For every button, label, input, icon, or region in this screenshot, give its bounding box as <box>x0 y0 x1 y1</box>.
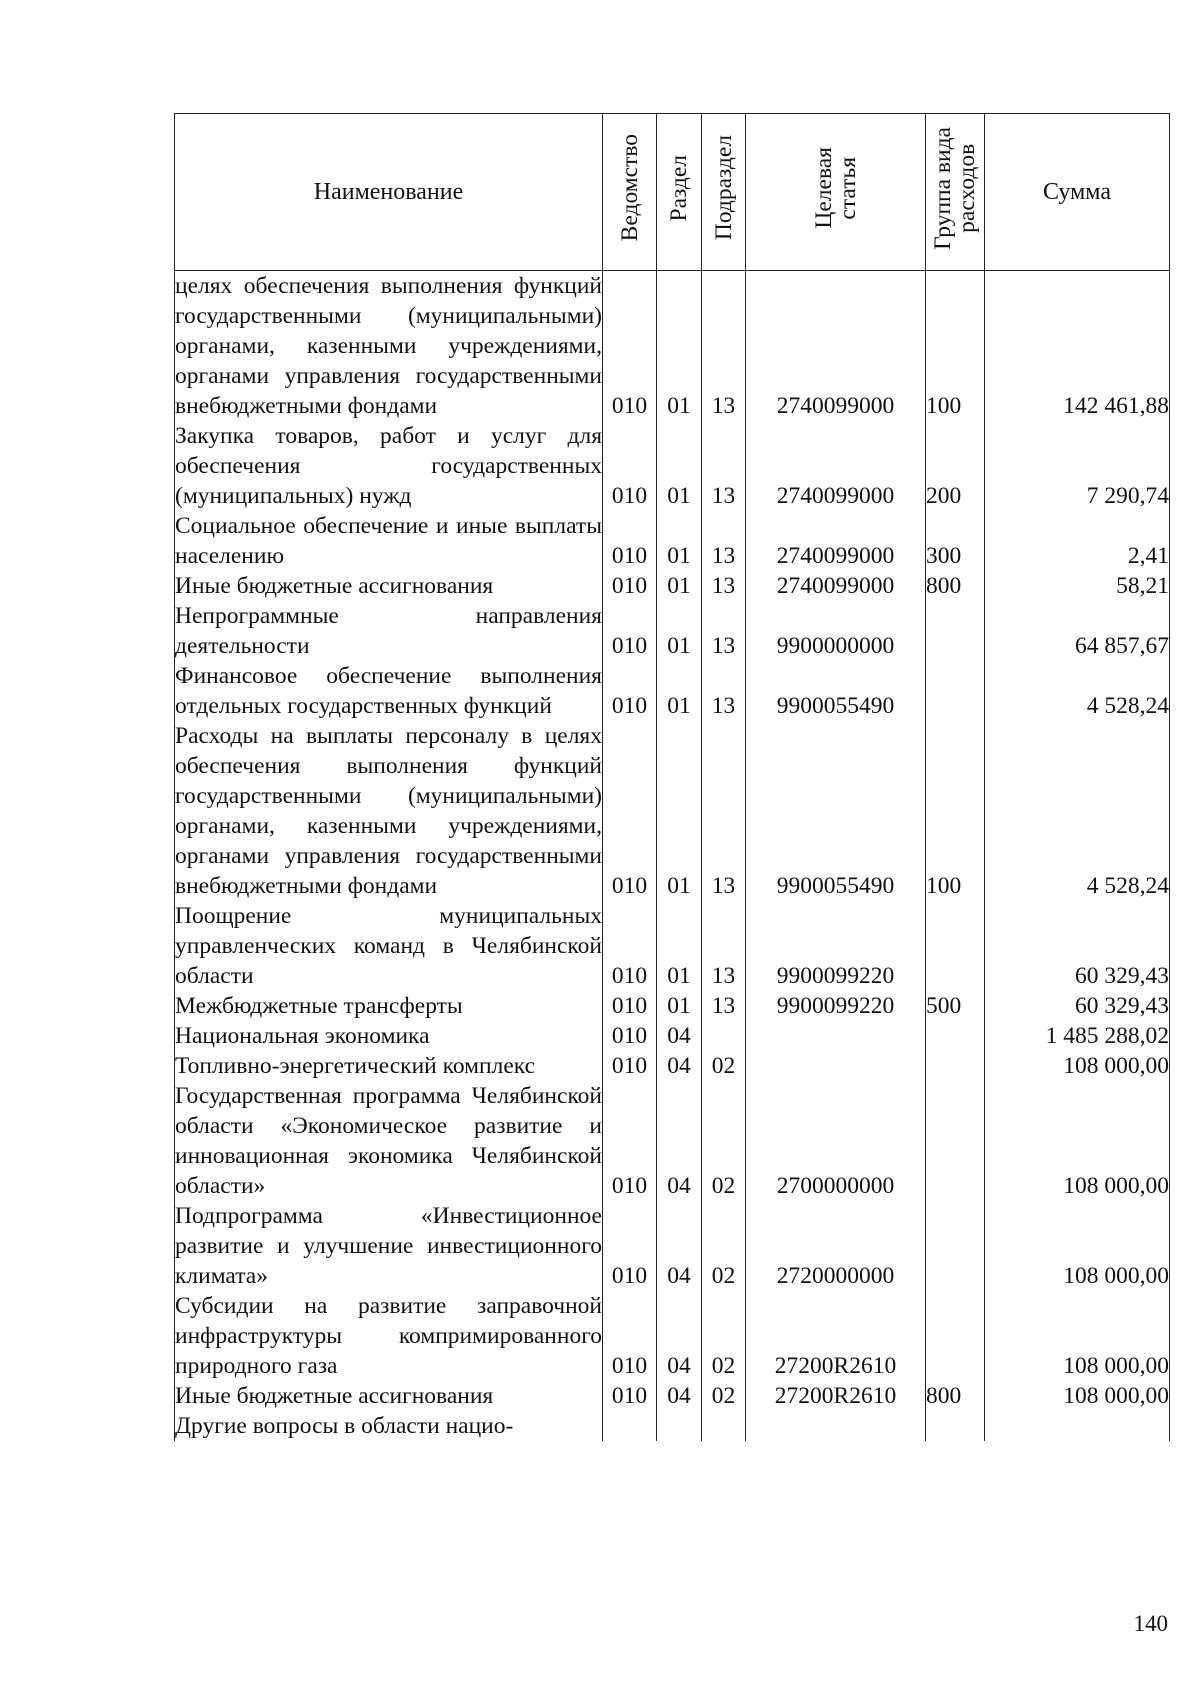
name-cell: Государственная программа Челябинской области «Экономическое развитие и инновационная экономика Челябинской области» <box>175 1083 602 1199</box>
podrazdel-cell: 02 <box>702 1081 746 1201</box>
summa-cell: 108 000,00 <box>985 1381 1170 1411</box>
razdel-cell: 01 <box>657 721 702 901</box>
table-header <box>175 114 1170 271</box>
razdel-cell: 01 <box>657 571 702 601</box>
name-cell: Иные бюджетные ассигнования <box>175 571 603 601</box>
razdel-cell: 04 <box>657 1021 702 1051</box>
gruppa-cell <box>926 1081 985 1201</box>
summa-cell: 7 290,74 <box>985 421 1170 511</box>
summa-cell: 142 461,88 <box>985 271 1170 422</box>
name-cell: Межбюджетные трансферты <box>175 991 603 1021</box>
table-row <box>175 661 1170 721</box>
gruppa-cell: 800 <box>926 1381 985 1411</box>
vedomstvo-cell: 010 <box>603 1081 657 1201</box>
name-cell: Национальная экономика <box>175 1021 603 1051</box>
gruppa-cell <box>926 901 985 991</box>
razdel-cell: 04 <box>657 1201 702 1291</box>
celevaya-statya-cell: 9900000000 <box>746 601 926 661</box>
summa-cell: 4 528,24 <box>985 721 1170 901</box>
summa-cell: 108 000,00 <box>985 1201 1170 1291</box>
razdel-cell: 01 <box>657 511 702 571</box>
summa-cell: 108 000,00 <box>985 1291 1170 1381</box>
name-cell: Поощрение муниципальных управленческих команд в Челябинской области <box>175 903 602 989</box>
table-body <box>175 271 1170 1442</box>
podrazdel-cell: 02 <box>702 1291 746 1381</box>
razdel-cell: 04 <box>657 1051 702 1081</box>
table-row <box>175 1201 1170 1291</box>
vedomstvo-cell: 010 <box>603 991 657 1021</box>
podrazdel-cell: 13 <box>702 571 746 601</box>
table-row <box>175 1411 1170 1441</box>
budget-table <box>174 113 1170 1441</box>
razdel-cell: 01 <box>657 421 702 511</box>
podrazdel-cell: 02 <box>702 1381 746 1411</box>
podrazdel-cell: 13 <box>702 991 746 1021</box>
razdel-cell: 01 <box>657 991 702 1021</box>
podrazdel-cell: 13 <box>702 421 746 511</box>
podrazdel-cell: 02 <box>702 1051 746 1081</box>
celevaya-statya-cell: 2740099000 <box>746 421 926 511</box>
vedomstvo-cell: 010 <box>603 661 657 721</box>
table-row <box>175 1381 1170 1411</box>
vedomstvo-cell: 010 <box>603 511 657 571</box>
celevaya-statya-cell: 9900099220 <box>746 991 926 1021</box>
table-row <box>175 421 1170 511</box>
vedomstvo-cell: 010 <box>603 1291 657 1381</box>
celevaya-statya-cell: 2740099000 <box>746 271 926 422</box>
gruppa-cell <box>926 1021 985 1051</box>
table-row <box>175 1081 1170 1201</box>
name-cell: Другие вопросы в области нацио- <box>175 1411 603 1441</box>
podrazdel-cell: 13 <box>702 511 746 571</box>
summa-cell: 2,41 <box>985 511 1170 571</box>
celevaya-statya-cell: 2720000000 <box>746 1201 926 1291</box>
name-cell: Иные бюджетные ассигнования <box>175 1381 603 1411</box>
vedomstvo-cell <box>603 1411 657 1441</box>
gruppa-cell: 800 <box>926 571 985 601</box>
gruppa-cell: 100 <box>926 721 985 901</box>
podrazdel-cell: 13 <box>702 901 746 991</box>
name-cell: Финансовое обеспечение выполнения отдельных государственных функций <box>175 663 602 719</box>
name-cell: Топливно-энергетический комплекс <box>175 1051 603 1081</box>
summa-cell: 108 000,00 <box>985 1081 1170 1201</box>
celevaya-statya-cell: 2700000000 <box>746 1081 926 1201</box>
header-gruppa-vida-rashodov: Группа вида расходов <box>926 114 985 271</box>
vedomstvo-cell: 010 <box>603 901 657 991</box>
razdel-cell: 04 <box>657 1381 702 1411</box>
summa-cell <box>985 1411 1170 1441</box>
vedomstvo-cell: 010 <box>603 271 657 422</box>
page-number: 140 <box>1133 1611 1168 1636</box>
header-summa: Сумма <box>985 114 1170 271</box>
celevaya-statya-cell: 27200R2610 <box>746 1291 926 1381</box>
name-cell: Социальное обеспечение и иные выплаты населению <box>175 513 602 569</box>
razdel-cell: 04 <box>657 1081 702 1201</box>
gruppa-cell <box>926 1051 985 1081</box>
gruppa-cell: 100 <box>926 271 985 422</box>
vedomstvo-cell: 010 <box>603 1381 657 1411</box>
gruppa-cell: 200 <box>926 421 985 511</box>
celevaya-statya-cell: 9900055490 <box>746 721 926 901</box>
celevaya-statya-cell: 2740099000 <box>746 511 926 571</box>
table-row <box>175 1051 1170 1081</box>
summa-cell: 64 857,67 <box>985 601 1170 661</box>
gruppa-cell <box>926 661 985 721</box>
podrazdel-cell: 02 <box>702 1201 746 1291</box>
header-podrazdel: Подраздел <box>702 114 746 271</box>
razdel-cell: 04 <box>657 1291 702 1381</box>
summa-cell: 4 528,24 <box>985 661 1170 721</box>
summa-cell: 60 329,43 <box>985 901 1170 991</box>
razdel-cell <box>657 1411 702 1441</box>
vedomstvo-cell: 010 <box>603 721 657 901</box>
table-row <box>175 1291 1170 1381</box>
name-cell: Подпрограмма «Инвестиционное развитие и улучшение инвестиционного климата» <box>175 1203 602 1289</box>
podrazdel-cell: 13 <box>702 271 746 422</box>
summa-cell: 60 329,43 <box>985 991 1170 1021</box>
celevaya-statya-cell: 2740099000 <box>746 571 926 601</box>
name-cell: Закупка товаров, работ и услуг для обеспечения государственных (муниципальных) нужд <box>175 423 602 509</box>
header-vedomstvo: Ведомство <box>603 114 657 271</box>
celevaya-statya-cell: 9900055490 <box>746 661 926 721</box>
celevaya-statya-cell: 27200R2610 <box>746 1381 926 1411</box>
gruppa-cell: 500 <box>926 991 985 1021</box>
gruppa-cell <box>926 1411 985 1441</box>
table-row <box>175 901 1170 991</box>
summa-cell: 1 485 288,02 <box>985 1021 1170 1051</box>
razdel-cell: 01 <box>657 901 702 991</box>
name-cell: Непрограммные направления деятельности <box>175 603 602 659</box>
vedomstvo-cell: 010 <box>603 571 657 601</box>
name-cell: целях обеспечения выполнения функций государственными (муниципальными) органами, казенными учреждениями, органами управления государственными внебюджетными фондами <box>175 271 603 422</box>
table-row <box>175 601 1170 661</box>
celevaya-statya-cell: 9900099220 <box>746 901 926 991</box>
podrazdel-cell: 13 <box>702 721 746 901</box>
podrazdel-cell: 13 <box>702 601 746 661</box>
razdel-cell: 01 <box>657 601 702 661</box>
header-celevaya-statya: Целевая статья <box>746 114 926 271</box>
podrazdel-cell <box>702 1021 746 1051</box>
table-row <box>175 1021 1170 1051</box>
vedomstvo-cell: 010 <box>603 601 657 661</box>
table-row <box>175 721 1170 901</box>
gruppa-cell <box>926 1201 985 1291</box>
table-row <box>175 271 1170 422</box>
celevaya-statya-cell <box>746 1051 926 1081</box>
summa-cell: 108 000,00 <box>985 1051 1170 1081</box>
podrazdel-cell: 13 <box>702 661 746 721</box>
razdel-cell: 01 <box>657 661 702 721</box>
podrazdel-cell <box>702 1411 746 1441</box>
name-cell: Расходы на выплаты персоналу в целях обеспечения выполнения функций государственными (муниципальными) органами, казенными учреждениями, органами управления государственными внебюджетными фондами <box>175 723 602 899</box>
table-row <box>175 511 1170 571</box>
table-row <box>175 571 1170 601</box>
vedomstvo-cell: 010 <box>603 1201 657 1291</box>
vedomstvo-cell: 010 <box>603 1051 657 1081</box>
vedomstvo-cell: 010 <box>603 1021 657 1051</box>
gruppa-cell <box>926 601 985 661</box>
header-name: Наименование <box>175 114 603 271</box>
summa-cell: 58,21 <box>985 571 1170 601</box>
celevaya-statya-cell <box>746 1411 926 1441</box>
header-razdel: Раздел <box>657 114 702 271</box>
vedomstvo-cell: 010 <box>603 421 657 511</box>
razdel-cell: 01 <box>657 271 702 422</box>
gruppa-cell <box>926 1291 985 1381</box>
name-cell: Субсидии на развитие заправочной инфраструктуры компримированного природного газа <box>175 1293 602 1379</box>
gruppa-cell: 300 <box>926 511 985 571</box>
table-row <box>175 991 1170 1021</box>
celevaya-statya-cell <box>746 1021 926 1051</box>
